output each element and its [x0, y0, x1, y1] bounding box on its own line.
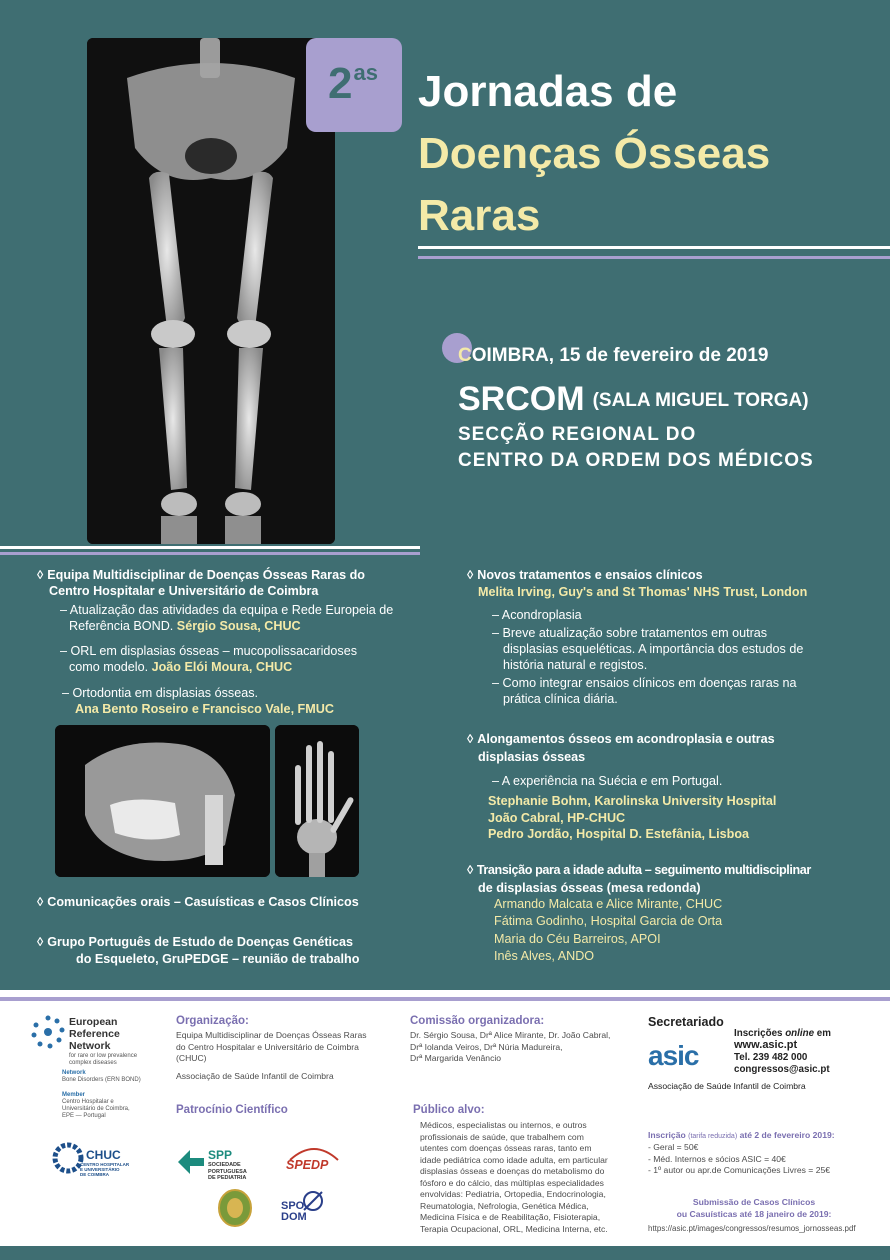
committee-heading: Comissão organizadora: — [410, 1015, 545, 1027]
spodom-logo-icon — [300, 1188, 326, 1214]
left-item-3-title: ◊ Grupo Português de Estudo de Doenças Genéticas — [37, 935, 354, 949]
ern-member: Member Centro Hospitalar e Universitário de Coimbra, EPE — Portugal — [62, 1092, 130, 1119]
submission-title: Submissão de Casos Clínicos ou Casuísticas até 18 janeiro de 2019: — [676, 1197, 832, 1219]
right-item-1-sub2-l3: história natural e registos. — [503, 658, 648, 672]
ern-tagline: for rare or low prevalence complex diseases — [69, 1053, 138, 1066]
right-item-1-sub1: – Acondroplasia — [492, 608, 582, 622]
spp-logo-sub: SOCIEDADE PORTUGUESA DE PEDIATRIA — [208, 1162, 247, 1181]
submission-url[interactable]: https://asic.pt/images/congressos/resumos_jornosseas.pdf — [648, 1224, 856, 1233]
ern-name: European Reference Network — [69, 1016, 120, 1052]
panelist-4: Inês Alves, ANDO — [494, 949, 595, 963]
org-assoc: Associação de Saúde Infantil de Coimbra — [176, 1071, 334, 1081]
left-item-2-title: ◊ Comunicações orais – Casuísticas e Casos Clínicos — [37, 895, 359, 909]
right-item-2-speaker-2: João Cabral, HP-CHUC — [488, 811, 626, 825]
panelist-2: Fátima Godinho, Hospital Garcia de Orta — [494, 914, 723, 928]
title-rule-lavender — [418, 256, 890, 259]
left-item-3-title-l2: do Esqueleto, GruPEDGE – reunião de trabalho — [76, 952, 360, 966]
secretariat-web[interactable]: www.asic.pt — [734, 1039, 798, 1051]
right-item-1-title: ◊ Novos tratamentos e ensaios clínicos — [467, 568, 703, 582]
speaker: Sérgio Sousa, CHUC — [176, 619, 301, 633]
secretariat-online: Inscrições online em — [734, 1028, 831, 1039]
org-text: Equipa Multidisciplinar de Doenças Ósseas Raras do Centro Hospitalar e Universitário de Coimbra (CHUC) — [176, 1030, 367, 1063]
left-item-1-sub3: – Ortodontia em displasias ósseas. — [62, 686, 259, 700]
footer-rule-lavender — [0, 997, 890, 1001]
right-item-3-title-l2: de displasias ósseas (mesa redonda) — [478, 881, 701, 895]
program-rule-lavender — [0, 552, 420, 555]
org-heading: Organização: — [176, 1015, 249, 1027]
title-line-2: Doenças Ósseas — [418, 129, 771, 178]
right-item-2-sub1: – A experiência na Suécia e em Portugal. — [492, 774, 723, 788]
right-item-1-sub3: – Como integrar ensaios clínicos em doenças raras na — [492, 676, 797, 690]
sponsor-heading: Patrocínio Científico — [176, 1104, 288, 1116]
spodom-logo-text: SPO DOM — [281, 1200, 307, 1223]
secretariat-heading: Secretariado — [648, 1015, 724, 1029]
spp-logo-icon — [176, 1144, 206, 1180]
speaker: João Elói Moura, CHUC — [151, 660, 293, 674]
edition-number: $2^{as}$ — [328, 59, 378, 108]
secretariat-phone: Tel. 239 482 000 — [734, 1052, 808, 1063]
venue-line-1: SECÇÃO REGIONAL DO — [458, 424, 697, 445]
asic-logo: asic — [648, 1040, 699, 1071]
right-item-1-sub2: – Breve atualização sobre tratamentos em outras — [492, 626, 768, 640]
title-line-1: Jornadas de — [418, 67, 678, 116]
right-item-2-speaker-1: Stephanie Bohm, Karolinska University Hospital — [488, 794, 777, 808]
right-item-1-speaker: Melita Irving, Guy's and St Thomas' NHS Trust, London — [478, 585, 808, 599]
seal-logo-icon — [217, 1188, 253, 1228]
venue-title: SRCOM (SALA MIGUEL TORGA) — [458, 380, 809, 418]
program-rule-white — [0, 546, 420, 549]
left-item-1-title-l2: Centro Hospitalar e Universitário de Coimbra — [49, 584, 319, 598]
spp-logo-text: SPP — [208, 1148, 233, 1162]
event-date-city: COIMBRA, 15 de fevereiro de 2019 — [458, 345, 769, 366]
bottom-band — [0, 1246, 890, 1260]
right-item-2-title-l2: displasias ósseas — [478, 750, 586, 764]
hand-xray-image — [275, 725, 359, 877]
secretariat-email[interactable]: congressos@asic.pt — [734, 1064, 830, 1075]
chuc-logo-text: CHUC — [86, 1148, 121, 1162]
right-item-1-sub2-l2: displasias esqueléticas. A importância dos estudos de — [503, 642, 804, 656]
ern-logo-icon — [30, 1014, 66, 1050]
spedp-logo-text: SPEDP — [286, 1158, 329, 1172]
skull-3d-image — [55, 725, 270, 877]
secretariat-assoc: Associação de Saúde Infantil de Coimbra — [648, 1081, 806, 1091]
left-item-1-sub3-speaker: Ana Bento Roseiro e Francisco Vale, FMUC — [75, 702, 334, 716]
audience-text: Médicos, especialistas ou internos, e outros profissionais de saúde, que trabalhem com utentes com doenças ósseas raras, tanto em idade pediátrica como idade adulta, em particular displasias ósseas e doenças do metabolismo do fósforo e do cálcio, das múltiplas especialidades envolvidas: Pediatria, Ortopedia, Endocrinologia, Reumatologia, Nefrologia, Genética Médica, Medicina Física e de Reabilitação, Fisioterapia, Terapia Ocupacional, ORL, Medicina Interna, etc. — [420, 1120, 608, 1234]
title-rule-white — [418, 246, 890, 249]
ern-network: Network Bone Disorders (ERN BOND) — [62, 1070, 141, 1083]
right-item-2-speaker-3: Pedro Jordão, Hospital D. Estefânia, Lisboa — [488, 827, 750, 841]
left-item-1-sub1: – Atualização das atividades da equipa e Rede Europeia de — [60, 603, 394, 617]
right-item-3-title: ◊ Transição para a idade adulta – seguimento multidisciplinar — [467, 863, 811, 877]
left-item-1-sub1-l2: Referência BOND. Sérgio Sousa, CHUC — [69, 619, 301, 633]
venue-line-2: CENTRO DA ORDEM DOS MÉDICOS — [458, 450, 814, 471]
right-item-1-sub3-l2: prática clínica diária. — [503, 692, 618, 706]
right-item-2-title: ◊ Alongamentos ósseos em acondroplasia e outras — [467, 732, 775, 746]
footer-rule-white — [0, 990, 890, 994]
audience-heading: Público alvo: — [413, 1104, 485, 1116]
xray-legs-image — [87, 38, 335, 544]
title-line-3: Raras — [418, 191, 541, 240]
left-item-1-sub2: – ORL em displasias ósseas – mucopolissacaridoses — [60, 644, 358, 658]
panelist-3: Maria do Céu Barreiros, APOI — [494, 932, 661, 946]
panelist-1: Armando Malcata e Alice Mirante, CHUC — [494, 897, 723, 911]
left-item-1-sub2-l2: como modelo. João Elói Moura, CHUC — [69, 660, 293, 674]
committee-text: Dr. Sérgio Sousa, Drª Alice Mirante, Dr. João Cabral, Drª Iolanda Veiros, Drª Núria Madureira, Drª Margarida Venâncio — [410, 1030, 611, 1063]
left-item-1-title: ◊ Equipa Multidisciplinar de Doenças Ósseas Raras do — [37, 568, 365, 582]
fee-heading: Inscrição (tarifa reduzida) até 2 de fevereiro 2019: — [648, 1130, 835, 1140]
fee-list: - Geral = 50€ - Méd. Internos e sócios ASIC = 40€ - 1º autor ou apr.de Comunicações Livres = 25€ — [648, 1142, 831, 1175]
chuc-logo-sub: CENTRO HOSPITALAR E UNIVERSITÁRIO DE COIMBRA — [80, 1162, 130, 1177]
